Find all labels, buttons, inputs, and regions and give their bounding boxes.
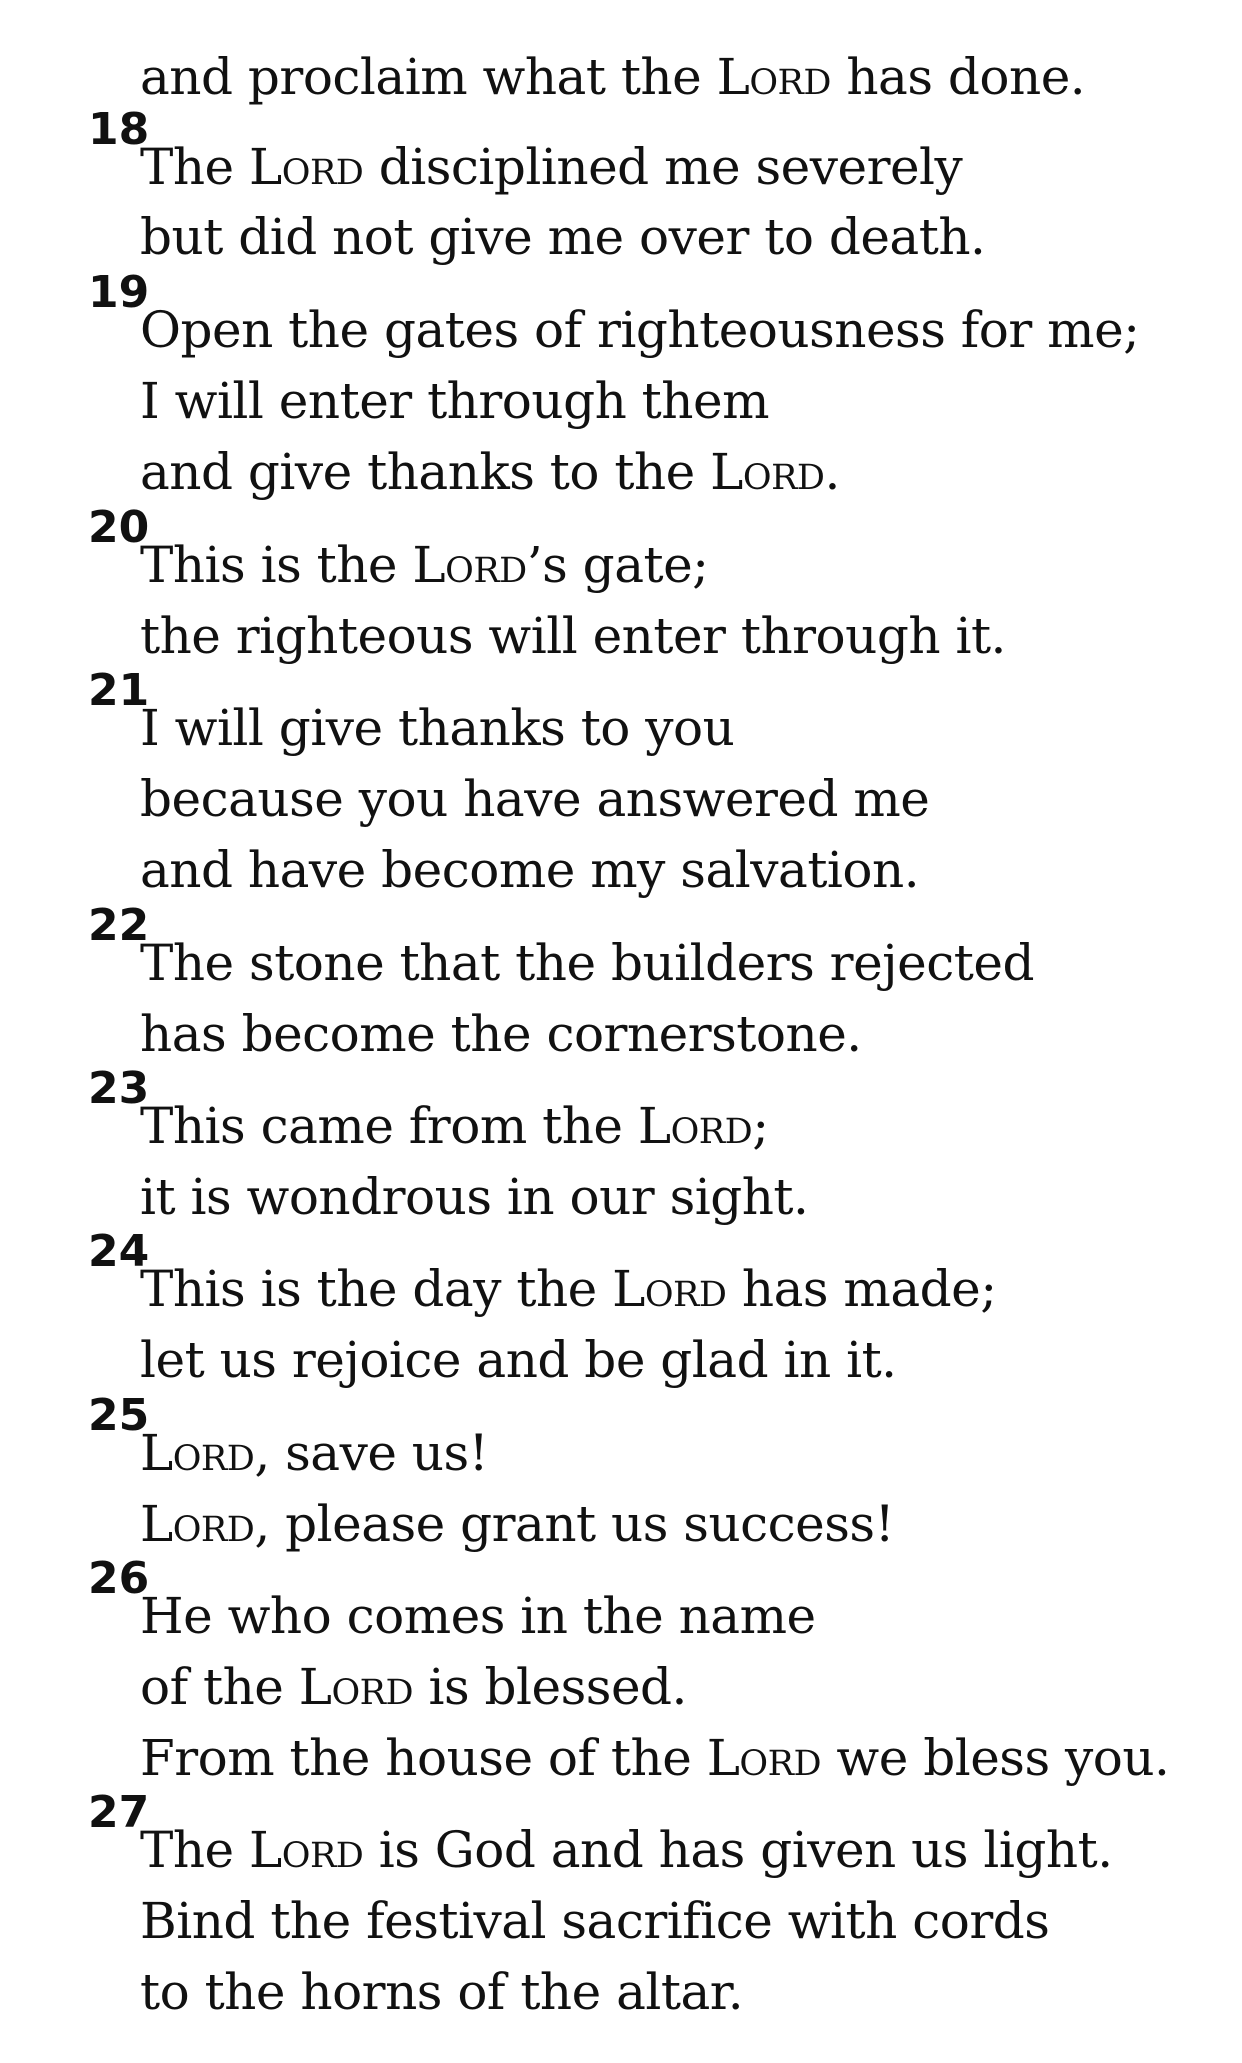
divine-name: Lord: [140, 1424, 255, 1482]
divine-name: Lord: [716, 48, 831, 106]
divine-name: Lord: [140, 1495, 255, 1553]
text-segment: to the horns of the altar.: [140, 1963, 744, 2021]
text-segment: He who comes in the name: [140, 1587, 816, 1645]
verse-line: [140, 1658, 687, 1716]
verse-line: [140, 1005, 862, 1063]
text-segment: disciplined me severely: [363, 138, 963, 196]
text-segment: and give thanks to the: [140, 443, 711, 501]
text-segment: has done.: [830, 48, 1086, 106]
verse-line: [140, 443, 840, 501]
text-segment: and proclaim what the: [140, 48, 717, 106]
verse-number: 18: [88, 104, 150, 155]
divine-name: Lord: [637, 1097, 753, 1155]
text-segment: we bless you.: [821, 1729, 1170, 1787]
text-segment: Bind the festival sacrifice with cords: [140, 1892, 1050, 1950]
text-segment: From the house of the: [140, 1729, 707, 1787]
verse-line: [140, 372, 769, 430]
text-segment: because you have answered me: [140, 770, 930, 828]
text-segment: is blessed.: [413, 1658, 687, 1716]
verse-line: [140, 1168, 809, 1226]
verse-number: 20: [88, 502, 150, 553]
verse-number: 26: [88, 1553, 150, 1604]
text-segment: , save us!: [254, 1424, 489, 1482]
verse-number: 22: [88, 900, 150, 951]
text-segment: , please grant us success!: [254, 1495, 895, 1553]
text-segment: the righteous will enter through it.: [140, 607, 1006, 665]
verse-line: [140, 208, 986, 266]
text-segment: has made;: [726, 1260, 997, 1318]
divine-name: Lord: [710, 443, 825, 501]
text-segment: This came from the: [140, 1097, 638, 1155]
verse-line: [140, 1963, 744, 2021]
verse-line: [140, 301, 1140, 359]
text-segment: I will enter through them: [140, 372, 769, 430]
divine-name: Lord: [249, 1821, 364, 1879]
verse-number: 23: [88, 1063, 150, 1114]
text-segment: has become the cornerstone.: [140, 1005, 862, 1063]
text-segment: This is the: [140, 536, 413, 594]
verse-number: 19: [88, 267, 150, 318]
verse-line: [140, 1892, 1050, 1950]
verse-line: [140, 48, 1086, 106]
divine-name: Lord: [612, 1260, 727, 1318]
verse-line: [140, 1821, 1113, 1879]
text-segment: The stone that the builders rejected: [140, 934, 1034, 992]
verse-line: [140, 934, 1034, 992]
verse-line: [140, 138, 963, 196]
verse-line: [140, 1729, 1170, 1787]
verse-line: [140, 1331, 897, 1389]
divine-name: Lord: [706, 1729, 822, 1787]
verse-line: [140, 607, 1006, 665]
text-segment: but did not give me over to death.: [140, 208, 986, 266]
verse-line: [140, 1260, 997, 1318]
verse-number: 27: [88, 1787, 150, 1838]
divine-name: Lord: [298, 1658, 414, 1716]
verse-line: [140, 1495, 895, 1553]
verse-line: [140, 536, 709, 594]
text-segment: and have become my salvation.: [140, 841, 920, 899]
verse-number: 25: [88, 1390, 150, 1441]
text-segment: it is wondrous in our sight.: [140, 1168, 809, 1226]
text-segment: ;: [752, 1097, 769, 1155]
verse-line: [140, 770, 930, 828]
text-segment: .: [824, 443, 840, 501]
text-segment: The: [140, 1821, 250, 1879]
divine-name: Lord: [249, 138, 364, 196]
verse-number: 24: [88, 1226, 150, 1277]
text-segment: is God and has given us light.: [363, 1821, 1113, 1879]
text-segment: I will give thanks to you: [140, 699, 735, 757]
text-segment: The: [140, 138, 250, 196]
text-segment: of the: [140, 1658, 299, 1716]
verse-line: [140, 841, 920, 899]
verse-line: [140, 1587, 816, 1645]
verse-line: [140, 1424, 489, 1482]
divine-name: Lord: [412, 536, 527, 594]
text-segment: ’s gate;: [526, 536, 709, 594]
verse-number: 21: [88, 665, 150, 716]
verse-line: [140, 699, 735, 757]
verse-line: [140, 1097, 769, 1155]
text-segment: let us rejoice and be glad in it.: [140, 1331, 897, 1389]
text-segment: Open the gates of righteousness for me;: [140, 301, 1140, 359]
text-segment: This is the day the: [140, 1260, 613, 1318]
